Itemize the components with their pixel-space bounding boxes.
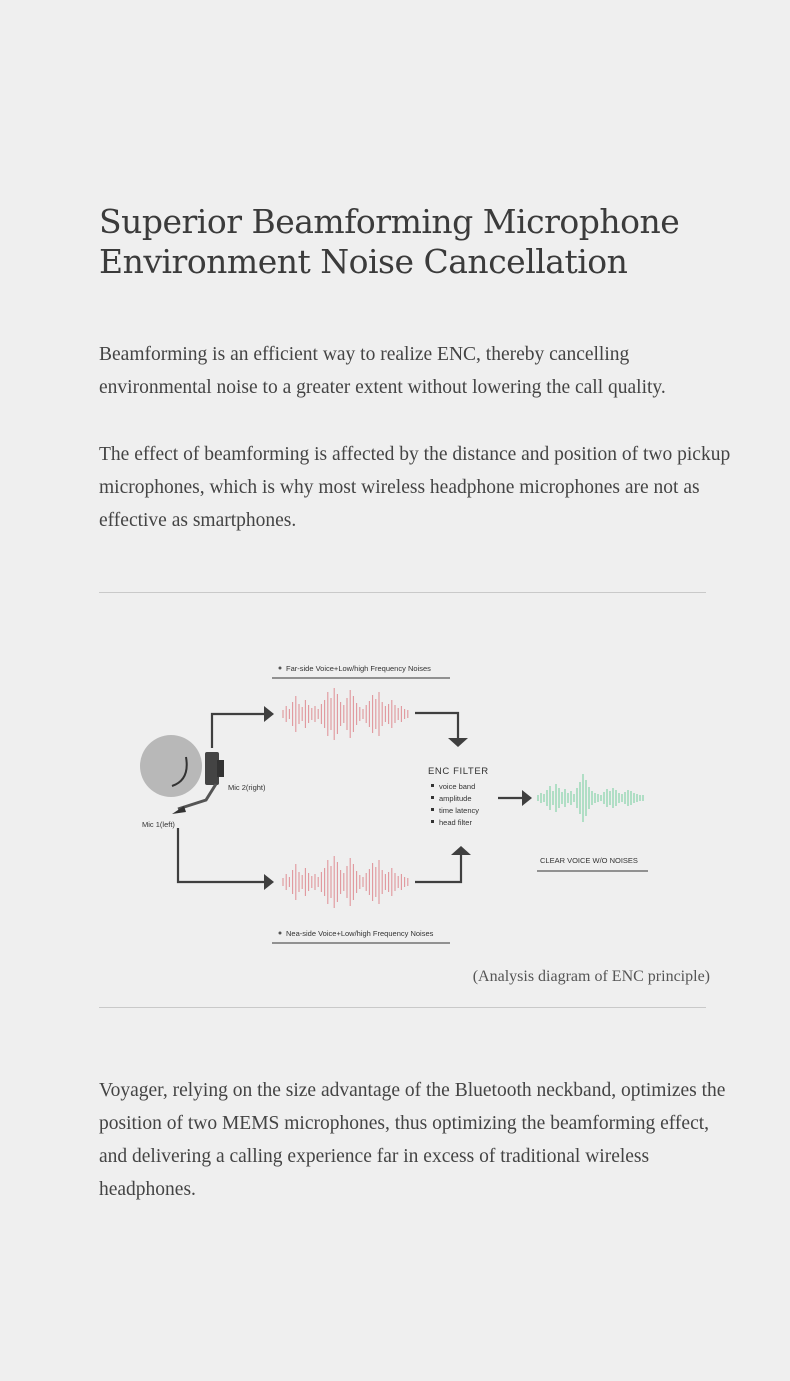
top-to-filter-arrowhead: [448, 738, 468, 747]
intro-paragraph: Beamforming is an efficient way to realize ENC, thereby cancelling environmental noise to a greater extent without lowering the call quality.: [99, 344, 666, 398]
filter-item-voice-band: voice band: [439, 782, 476, 791]
far-side-noise-waveform: [283, 688, 408, 740]
mic2-label: Mic 2(right): [228, 783, 266, 792]
filter-bullet: [431, 820, 434, 823]
head-icon: [140, 735, 202, 797]
divider-bottom: [99, 1007, 706, 1008]
far-side-label: Far-side Voice+Low/high Frequency Noises: [286, 664, 431, 673]
voyager-paragraph: Voyager, relying on the size advantage of the Bluetooth neckband, optimizes the position of two MEMS microphones, thus optimizing the beamforming effect, and delivering a calling experience far in excess of traditional wireless headphones.: [99, 1080, 726, 1200]
divider-top: [99, 592, 706, 593]
title-line-1: Superior Beamforming Microphone: [99, 202, 680, 241]
mic2-path-line: [212, 714, 264, 748]
near-label-bullet: [279, 932, 282, 935]
mic2-icon: [217, 760, 224, 777]
filter-bullet: [431, 808, 434, 811]
filter-item-head-filter: head filter: [439, 818, 472, 827]
mic1-path-arrowhead: [264, 874, 274, 890]
filter-item-time-latency: time latency: [439, 806, 480, 815]
near-side-noise-waveform: [283, 856, 408, 908]
effect-paragraph: The effect of beamforming is affected by the distance and position of two pickup microphones, which is why most wireless headphone microphones are not as effective as smartphones.: [99, 444, 731, 531]
filter-item-amplitude: amplitude: [439, 794, 472, 803]
title-line-2: Environment Noise Cancellation: [99, 242, 628, 281]
page-title: [99, 202, 759, 282]
earpiece-icon: [205, 752, 219, 785]
filter-bullet: [431, 784, 434, 787]
top-to-filter-line: [415, 713, 458, 738]
far-label-bullet: [279, 667, 282, 670]
near-side-label: Nea-side Voice+Low/high Frequency Noises: [286, 929, 434, 938]
bottom-to-filter-line: [415, 855, 461, 882]
mic1-label: Mic 1(left): [142, 820, 175, 829]
clean-voice-waveform: [538, 774, 643, 822]
filter-list: [431, 782, 479, 827]
enc-principle-diagram: [0, 600, 790, 960]
output-label: CLEAR VOICE W/O NOISES: [540, 856, 638, 865]
output-arrowhead: [522, 790, 532, 806]
bottom-to-filter-arrowhead: [451, 846, 471, 855]
mic1-path-line: [178, 828, 264, 882]
diagram-caption: (Analysis diagram of ENC principle): [472, 968, 710, 985]
enc-filter-title: ENC FILTER: [428, 766, 489, 777]
filter-bullet: [431, 796, 434, 799]
mic2-path-arrowhead: [264, 706, 274, 722]
